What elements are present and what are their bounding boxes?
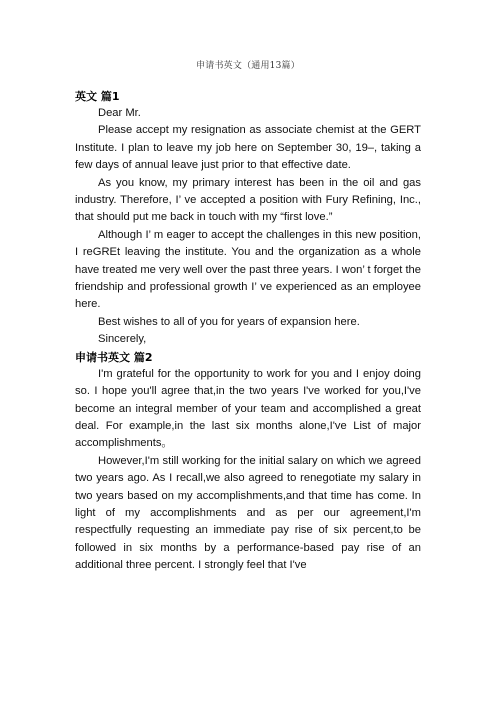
document-title: 申请书英文（通用13篇） (196, 61, 300, 71)
section-heading: 申请书英文 篇2 (75, 350, 153, 364)
body-paragraph: Please accept my resignation as associate chemist at the GERT Institute. I plan to leave my job here on September 30, 19–, taking a few days of annual leave just prior to that effective date. (75, 124, 421, 172)
closing: Sincerely, (98, 333, 147, 346)
body-paragraph: Best wishes to all of you for years of expansion here. (98, 315, 360, 328)
body-paragraph: Although I’ m eager to accept the challenges in this new position, I reGREt leaving the institute. You and the organization as a whole have treated me very well over the past three years. I won’ t forget the friendship and professional growth I’ ve experienced as an employee here. (75, 228, 421, 311)
body-paragraph: However,I'm still working for the initial salary on which we agreed two years ago. As I recall,we also agreed to renegotiate my salary in two years based on my accomplishments,and that time has come. In light of my accomplishments and as per our agreement,I'm respectfully requesting an immediate pay rise of six percent,to be followed in six months by a performance-based pay rise of an additional three percent. I strongly feel that I've (75, 454, 421, 572)
body-paragraph: As you know, my primary interest has been in the oil and gas industry. Therefore, I’ ve accepted a position with Fury Refining, Inc., that should put me back in touch with my “first love.” (75, 176, 421, 224)
section-heading: 英文 篇1 (75, 90, 120, 103)
section-2 (75, 349, 421, 575)
section-1 (75, 88, 421, 349)
body-paragraph: I'm grateful for the opportunity to work for you and I enjoy doing so. I hope you'll agree that,in the two years I've worked for you,I've become an integral member of your team and accomplished a great deal. For example,in the last six months alone,I've List of major accomplishments。 (75, 367, 421, 450)
salutation: Dear Mr. (98, 107, 141, 119)
